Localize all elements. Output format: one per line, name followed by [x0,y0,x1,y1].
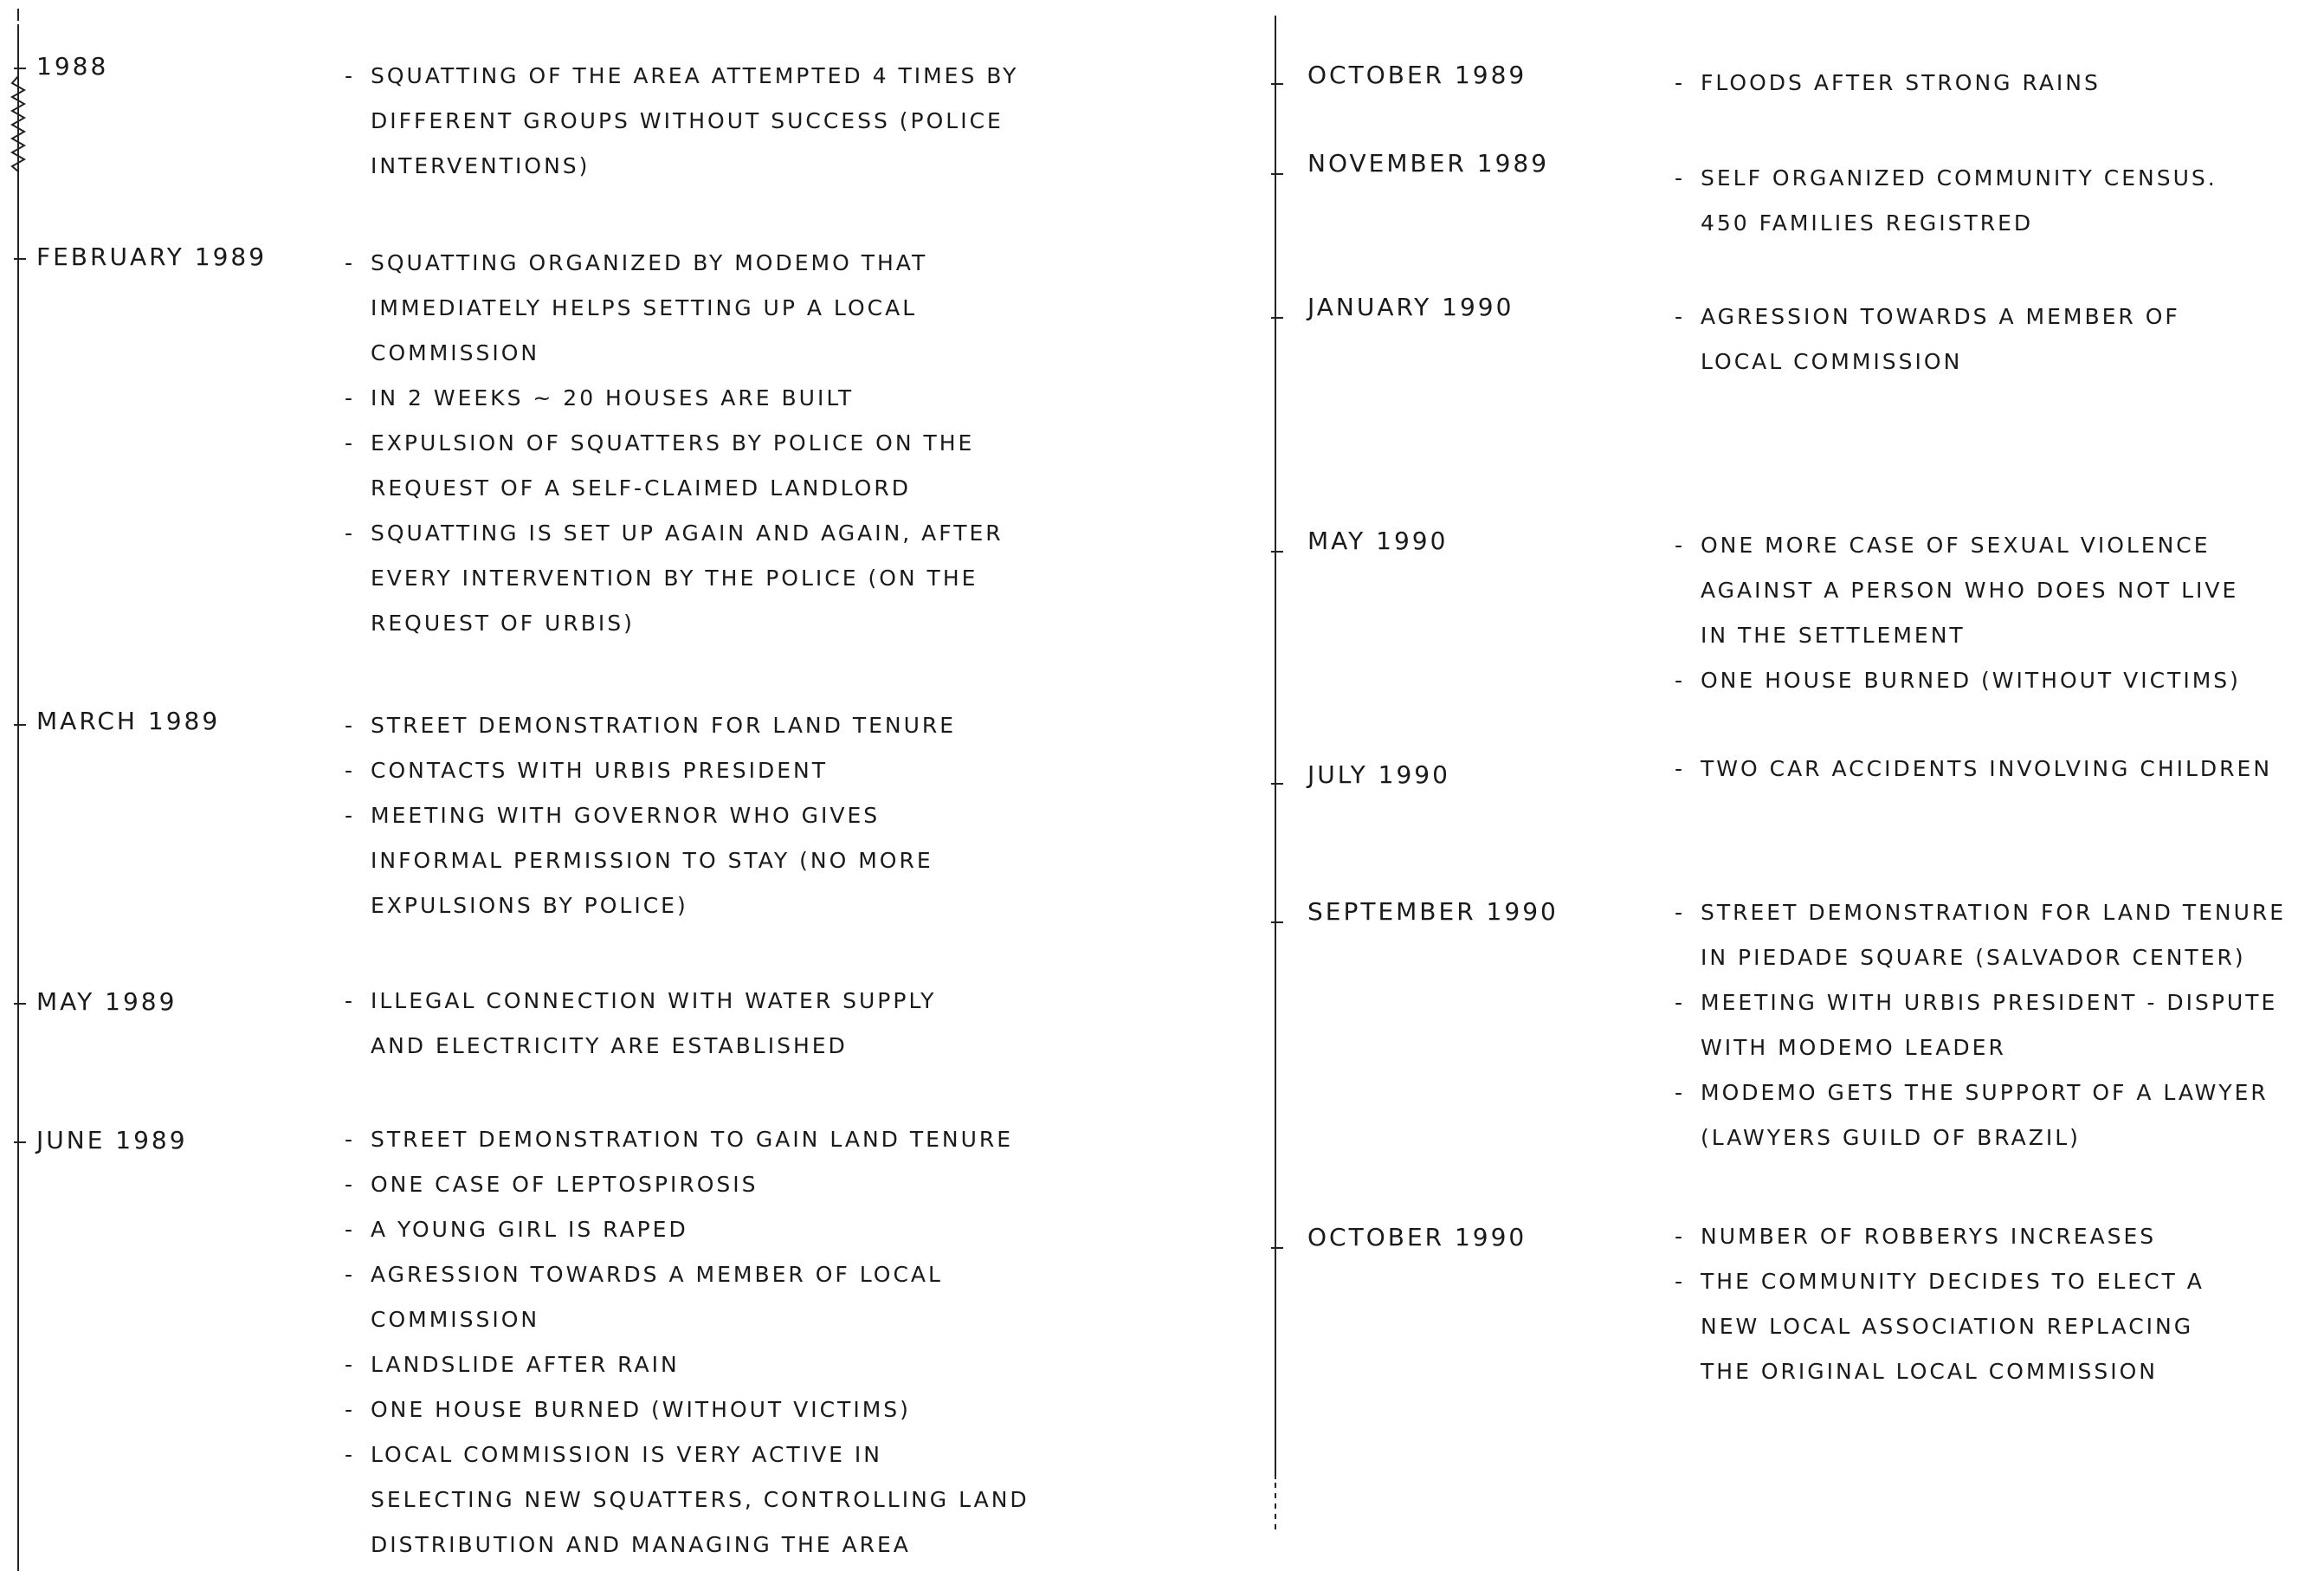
event-text-line: 450 FAMILIES REGISTRED [1701,210,2034,236]
event-text-line: - ONE MORE CASE OF SEXUAL VIOLENCE [1701,523,2241,568]
event-item [371,1252,1030,1342]
entry-date: MARCH 1989 [36,707,221,735]
entry-date: 1988 [36,52,109,81]
event-text-line: REQUEST OF A SELF-CLAIMED LANDLORD [371,475,911,501]
event-text-line: - SELF ORGANIZED COMMUNITY CENSUS. [1701,156,2217,201]
event-item [371,511,1004,646]
event-item [371,1342,1030,1387]
event-text-line: IN PIEDADE SQUARE (SALVADOR CENTER) [1701,945,2246,970]
entry-date: SEPTEMBER 1990 [1307,897,1559,926]
event-text-line: - SQUATTING OF THE AREA ATTEMPTED 4 TIMES BY [371,54,1018,99]
event-item [1701,747,2272,792]
event-item [371,1207,1030,1252]
event-item [371,241,1004,376]
event-list [371,54,1018,189]
timeline-tick [1271,173,1283,175]
timeline-tick [14,1003,26,1005]
event-text-line: - ONE HOUSE BURNED (WITHOUT VICTIMS) [371,1387,1030,1432]
event-item [371,979,936,1069]
event-list [1701,156,2217,246]
timeline-tick [1271,83,1283,85]
event-text-line: - SQUATTING ORGANIZED BY MODEMO THAT [371,241,1004,286]
event-text-line: - AGRESSION TOWARDS A MEMBER OF [1701,294,2180,339]
event-list [1701,61,2101,106]
event-text-line: AND ELECTRICITY ARE ESTABLISHED [371,1033,848,1058]
event-text-line: - ONE HOUSE BURNED (WITHOUT VICTIMS) [1701,658,2241,703]
entry-date: OCTOBER 1989 [1307,61,1527,89]
event-text-line: INFORMAL PERMISSION TO STAY (NO MORE [371,848,933,873]
timeline-tick [1271,317,1283,319]
event-text-line: WITH MODEMO LEADER [1701,1035,2006,1060]
event-text-line: COMMISSION [371,1307,540,1332]
wavy-break-mark [10,76,26,171]
event-text-line: - THE COMMUNITY DECIDES TO ELECT A [1701,1259,2205,1304]
event-item [1701,523,2241,658]
entry-date: JUNE 1989 [36,1126,188,1154]
event-text-line: - LANDSLIDE AFTER RAIN [371,1342,1030,1387]
event-item [1701,1259,2205,1394]
event-text-line: - STREET DEMONSTRATION TO GAIN LAND TENURE [371,1117,1030,1162]
event-text-line: - LOCAL COMMISSION IS VERY ACTIVE IN [371,1432,1030,1477]
event-item [1701,1214,2205,1259]
event-text-line: SELECTING NEW SQUATTERS, CONTROLLING LAND [371,1487,1030,1512]
event-text-line: EXPULSIONS BY POLICE) [371,893,688,918]
timeline-tick [1271,1247,1283,1249]
event-item [371,1387,1030,1432]
event-item [1701,1070,2286,1160]
entry-date: MAY 1989 [36,987,178,1016]
event-text-line: - STREET DEMONSTRATION FOR LAND TENURE [371,703,956,748]
event-text-line: - NUMBER OF ROBBERYS INCREASES [1701,1214,2205,1259]
entry-date: OCTOBER 1990 [1307,1223,1527,1251]
event-item [1701,61,2101,106]
event-text-line: DIFFERENT GROUPS WITHOUT SUCCESS (POLICE [371,108,1004,133]
event-text-line: DISTRIBUTION AND MANAGING THE AREA [371,1532,911,1557]
event-item [1701,294,2180,385]
event-text-line: THE ORIGINAL LOCAL COMMISSION [1701,1359,2158,1384]
event-text-line: - A YOUNG GIRL IS RAPED [371,1207,1030,1252]
timeline-tick [14,1141,26,1143]
timeline-tick [14,68,26,69]
timeline-axis [1275,16,1276,1479]
event-item [371,1432,1030,1568]
event-list [1701,890,2286,1160]
event-list [371,241,1004,646]
event-list [1701,1214,2205,1394]
event-text-line: - MODEMO GETS THE SUPPORT OF A LAWYER [1701,1070,2286,1115]
event-item [371,793,956,928]
event-text-line: - AGRESSION TOWARDS A MEMBER OF LOCAL [371,1252,1030,1297]
event-text-line: NEW LOCAL ASSOCIATION REPLACING [1701,1314,2194,1339]
event-text-line: - SQUATTING IS SET UP AGAIN AND AGAIN, AFTER [371,511,1004,556]
event-text-line: - MEETING WITH URBIS PRESIDENT - DISPUTE [1701,980,2286,1025]
entry-date: NOVEMBER 1989 [1307,149,1550,178]
event-list [371,1117,1030,1568]
timeline-tick [14,258,26,260]
entry-date: FEBRUARY 1989 [36,242,268,271]
event-text-line: - FLOODS AFTER STRONG RAINS [1701,61,2101,106]
event-list [371,979,936,1069]
entry-date: JANUARY 1990 [1307,293,1514,321]
entry-date: MAY 1990 [1307,527,1449,555]
event-text-line: IN THE SETTLEMENT [1701,623,1966,648]
timeline-axis [17,24,19,1571]
event-item [371,748,956,793]
event-text-line: - MEETING WITH GOVERNOR WHO GIVES [371,793,956,838]
event-text-line: COMMISSION [371,340,540,365]
event-item [371,421,1004,511]
event-text-line: LOCAL COMMISSION [1701,349,1963,374]
event-text-line: - STREET DEMONSTRATION FOR LAND TENURE [1701,890,2286,935]
event-list [371,703,956,928]
event-item [371,54,1018,189]
event-item [1701,980,2286,1070]
timeline-axis-stub [17,9,19,21]
timeline-tick [14,724,26,726]
event-text-line: EVERY INTERVENTION BY THE POLICE (ON THE [371,566,978,591]
event-item [371,1162,1030,1207]
event-text-line: - CONTACTS WITH URBIS PRESIDENT [371,748,956,793]
event-item [371,376,1004,421]
event-item [371,703,956,748]
event-item [1701,156,2217,246]
timeline-tick [1271,783,1283,785]
event-text-line: (LAWYERS GUILD OF BRAZIL) [1701,1125,2081,1150]
event-text-line: IMMEDIATELY HELPS SETTING UP A LOCAL [371,295,918,320]
event-text-line: - IN 2 WEEKS ~ 20 HOUSES ARE BUILT [371,376,1004,421]
event-text-line: INTERVENTIONS) [371,153,591,178]
event-list [1701,294,2180,385]
timeline-tick [1271,551,1283,553]
entry-date: JULY 1990 [1307,760,1450,789]
event-text-line: - ONE CASE OF LEPTOSPIROSIS [371,1162,1030,1207]
event-item [1701,658,2241,703]
event-list [1701,747,2272,792]
event-text-line: - EXPULSION OF SQUATTERS BY POLICE ON THE [371,421,1004,466]
timeline-right-column [1264,0,2324,1571]
event-item [371,1117,1030,1162]
event-text-line: - ILLEGAL CONNECTION WITH WATER SUPPLY [371,979,936,1024]
event-text-line: - TWO CAR ACCIDENTS INVOLVING CHILDREN [1701,747,2272,792]
event-text-line: REQUEST OF URBIS) [371,611,635,636]
timeline-axis-dashed-end [1275,1483,1276,1529]
event-list [1701,523,2241,703]
event-text-line: AGAINST A PERSON WHO DOES NOT LIVE [1701,578,2239,603]
timeline-tick [1271,921,1283,923]
event-item [1701,890,2286,980]
